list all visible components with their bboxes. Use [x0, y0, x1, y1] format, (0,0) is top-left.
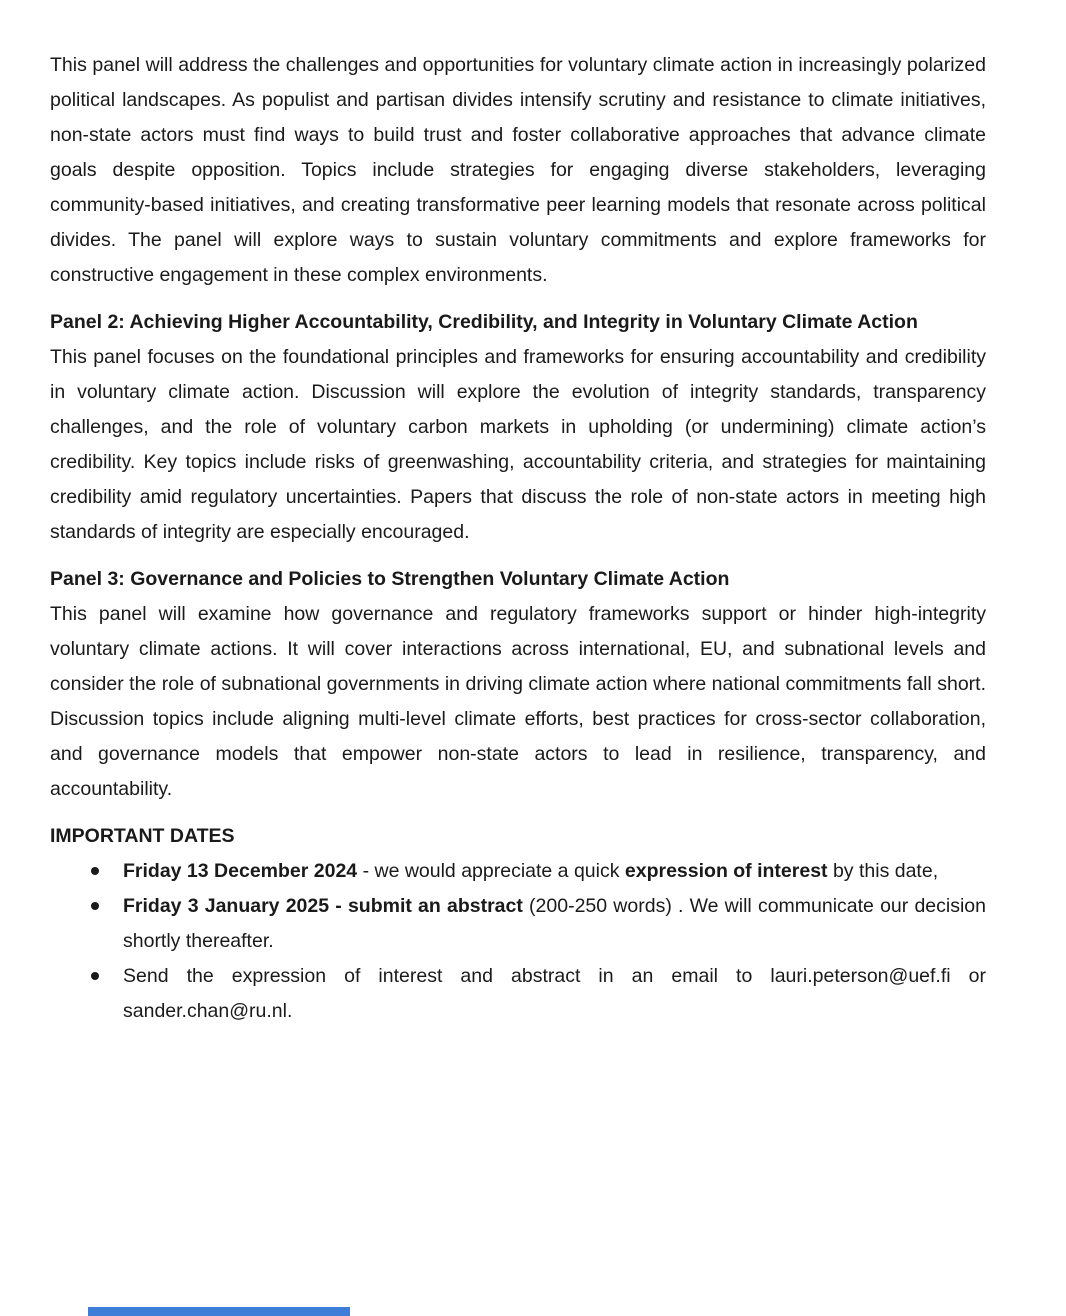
list-item-text: Send the expression of interest and abstract in an email to lauri.peterson@uef.fi or sander.chan@ru.nl. — [123, 965, 986, 1022]
panel2-paragraph: This panel focuses on the foundational principles and frameworks for ensuring accountability and credibility in voluntary climate action. Discussion will explore the evolution of integrity standards, transparency challenges, and the role of voluntary carbon markets in upholding (or undermining) climate action’s credibility. Key topics include risks of greenwashing, accountability criteria, and strategies for maintaining credibility amid regulatory uncertainties. Papers that discuss the role of non-state actors in meeting high standards of integrity are especially encouraged. — [50, 346, 986, 543]
list-item-text: Friday 3 January 2025 - submit an abstract (200-250 words) . We will communicate our decision shortly thereafter. — [123, 895, 987, 952]
panel3-heading: Panel 3: Governance and Policies to Strengthen Voluntary Climate Action — [50, 568, 730, 590]
important-dates-heading: IMPORTANT DATES — [50, 825, 235, 847]
bullet-icon — [91, 867, 99, 875]
list-item-text: Friday 13 December 2024 - we would appreciate a quick expression of interest by this date, — [123, 860, 939, 882]
page-bottom-accent-bar — [88, 1307, 350, 1316]
bullet-icon — [91, 972, 99, 980]
list-item-expression-of-interest — [50, 854, 986, 889]
intro-paragraph: This panel will address the challenges and opportunities for voluntary climate action in increasingly polarized political landscapes. As populist and partisan divides intensify scrutiny and resistance to climate initiatives, non-state actors must find ways to build trust and foster collaborative approaches that advance climate goals despite opposition. Topics include strategies for engaging diverse stakeholders, leveraging community-based initiatives, and creating transformative peer learning models that resonate across political divides. The panel will explore ways to sustain voluntary commitments and explore frameworks for constructive engagement in these complex environments. — [50, 54, 986, 286]
important-dates-list — [50, 854, 986, 1029]
list-item-submit-abstract — [50, 889, 986, 959]
list-item-send-email — [50, 959, 986, 1029]
bullet-icon — [91, 902, 99, 910]
panel2-heading: Panel 2: Achieving Higher Accountability, Credibility, and Integrity in Voluntary Climate Action — [50, 311, 918, 333]
panel3-paragraph: This panel will examine how governance and regulatory frameworks support or hinder high-integrity voluntary climate actions. It will cover interactions across international, EU, and subnational levels and consider the role of subnational governments in driving climate action where national commitments fall short. Discussion topics include aligning multi-level climate efforts, best practices for cross-sector collaboration, and governance models that empower non-state actors to lead in resilience, transparency, and accountability. — [50, 603, 986, 800]
